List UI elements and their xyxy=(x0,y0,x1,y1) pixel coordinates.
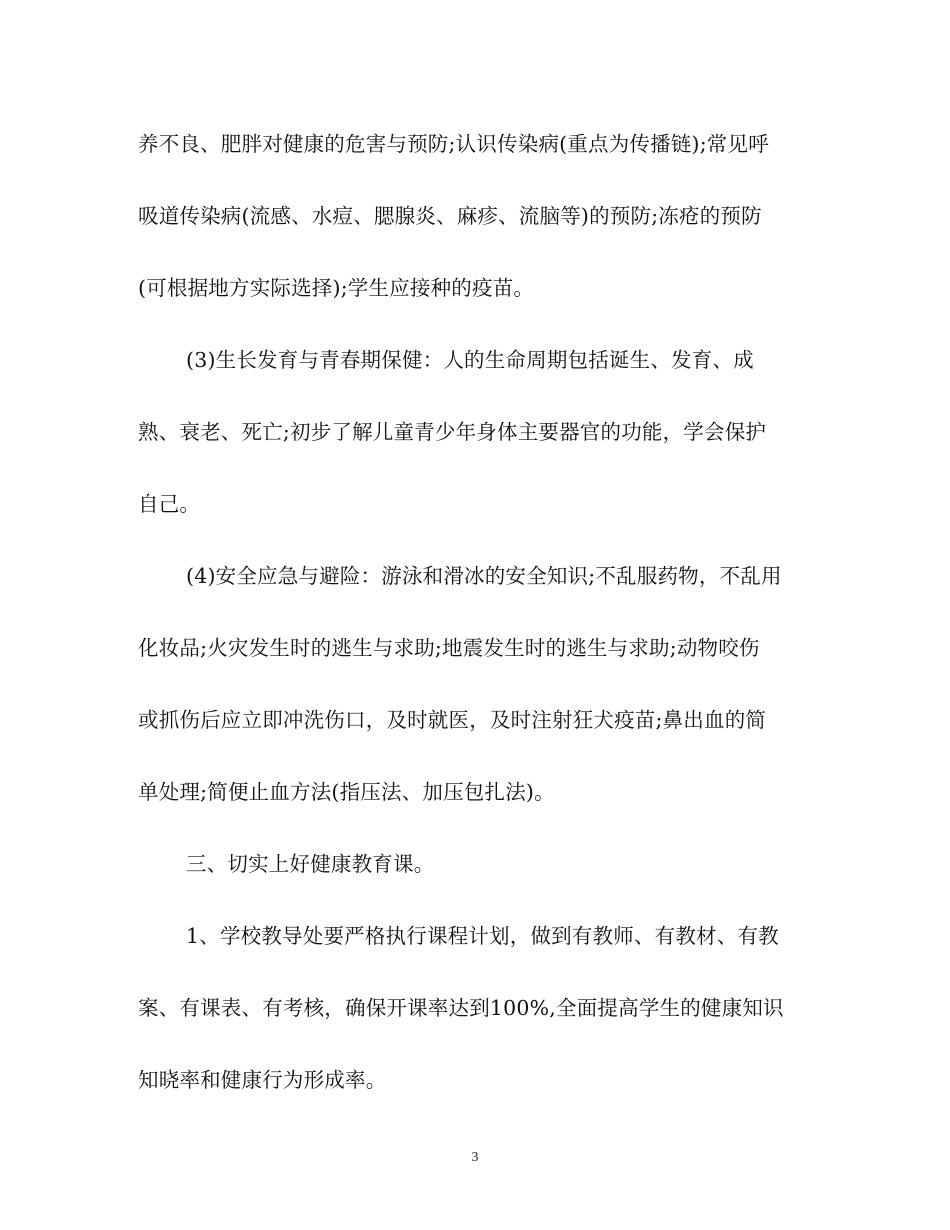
paragraph-first-line: (3)生长发育与青春期保健：人的生命周期包括诞生、发育、成 xyxy=(186,348,754,372)
body-text-line: (可根据地方实际选择);学生应接种的疫苗。 xyxy=(138,276,535,300)
body-text-line: 或抓伤后应立即冲洗伤口，及时就医，及时注射狂犬疫苗;鼻出血的简 xyxy=(138,708,767,732)
paragraph-first-line: (4)安全应急与避险：游泳和滑冰的安全知识;不乱服药物，不乱用 xyxy=(186,564,782,588)
body-text-line: 自己。 xyxy=(138,492,201,516)
body-text-line: 熟、衰老、死亡;初步了解儿童青少年身体主要器官的功能，学会保护 xyxy=(138,420,767,444)
body-text-line: 案、有课表、有考核，确保开课率达到100%,全面提高学生的健康知识 xyxy=(138,996,784,1020)
body-text-line: 单处理;简便止血方法(指压法、加压包扎法)。 xyxy=(138,780,555,804)
body-text-line: 养不良、肥胖对健康的危害与预防;认识传染病(重点为传播链);常见呼 xyxy=(138,132,769,156)
page-number: 3 xyxy=(471,1150,479,1165)
section-heading: 三、切实上好健康教育课。 xyxy=(186,852,435,876)
body-text-line: 吸道传染病(流感、水痘、腮腺炎、麻疹、流脑等)的预防;冻疮的预防 xyxy=(138,204,762,228)
paragraph-first-line: 1、学校教导处要严格执行课程计划，做到有教师、有教材、有教 xyxy=(186,924,779,948)
body-text-line: 知晓率和健康行为形成率。 xyxy=(138,1068,387,1092)
body-text-line: 化妆品;火灾发生时的逃生与求助;地震发生时的逃生与求助;动物咬伤 xyxy=(138,636,760,660)
